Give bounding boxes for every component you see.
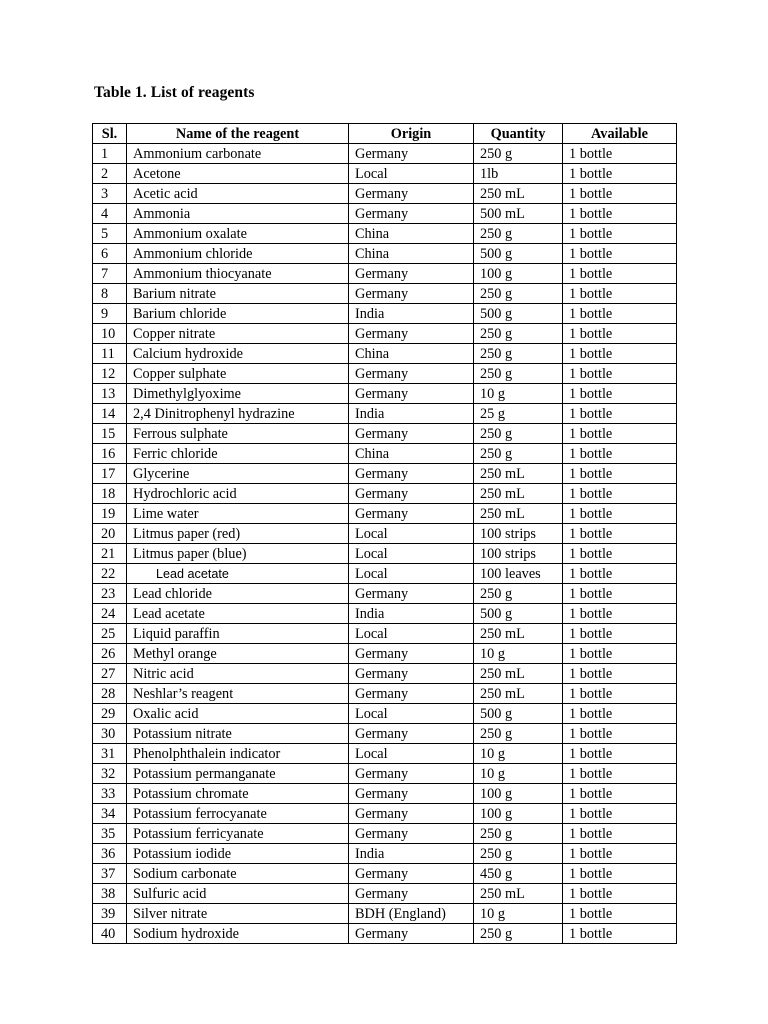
cell-quantity: 250 g bbox=[474, 224, 563, 244]
cell-name: Ammonia bbox=[127, 204, 349, 224]
table-row bbox=[93, 384, 677, 404]
cell-sl: 19 bbox=[93, 504, 127, 524]
cell-available: 1 bottle bbox=[563, 424, 677, 444]
cell-sl: 22 bbox=[93, 564, 127, 584]
cell-quantity: 250 g bbox=[474, 364, 563, 384]
cell-sl: 24 bbox=[93, 604, 127, 624]
cell-sl: 38 bbox=[93, 884, 127, 904]
cell-origin: India bbox=[349, 304, 474, 324]
cell-available: 1 bottle bbox=[563, 444, 677, 464]
cell-available: 1 bottle bbox=[563, 604, 677, 624]
cell-sl: 31 bbox=[93, 744, 127, 764]
cell-sl: 21 bbox=[93, 544, 127, 564]
table-row bbox=[93, 204, 677, 224]
cell-quantity: 100 leaves bbox=[474, 564, 563, 584]
cell-origin: Local bbox=[349, 544, 474, 564]
cell-name: Acetic acid bbox=[127, 184, 349, 204]
cell-origin: India bbox=[349, 604, 474, 624]
cell-quantity: 250 mL bbox=[474, 484, 563, 504]
cell-quantity: 450 g bbox=[474, 864, 563, 884]
cell-sl: 28 bbox=[93, 684, 127, 704]
cell-name: Silver nitrate bbox=[127, 904, 349, 924]
table-row bbox=[93, 664, 677, 684]
table-row bbox=[93, 284, 677, 304]
cell-quantity: 100 g bbox=[474, 784, 563, 804]
table-row bbox=[93, 704, 677, 724]
cell-name: Ammonium thiocyanate bbox=[127, 264, 349, 284]
cell-name: Neshlar’s reagent bbox=[127, 684, 349, 704]
cell-origin: Local bbox=[349, 564, 474, 584]
cell-origin: Germany bbox=[349, 684, 474, 704]
cell-origin: Germany bbox=[349, 144, 474, 164]
cell-sl: 17 bbox=[93, 464, 127, 484]
cell-name: Calcium hydroxide bbox=[127, 344, 349, 364]
table-header-row bbox=[93, 124, 677, 144]
cell-quantity: 10 g bbox=[474, 744, 563, 764]
cell-name: Barium nitrate bbox=[127, 284, 349, 304]
cell-sl: 23 bbox=[93, 584, 127, 604]
cell-name: Oxalic acid bbox=[127, 704, 349, 724]
cell-name: Copper nitrate bbox=[127, 324, 349, 344]
cell-quantity: 100 g bbox=[474, 264, 563, 284]
cell-name: Phenolphthalein indicator bbox=[127, 744, 349, 764]
cell-available: 1 bottle bbox=[563, 364, 677, 384]
cell-sl: 37 bbox=[93, 864, 127, 884]
table-row bbox=[93, 324, 677, 344]
cell-origin: Germany bbox=[349, 724, 474, 744]
cell-available: 1 bottle bbox=[563, 144, 677, 164]
cell-sl: 27 bbox=[93, 664, 127, 684]
cell-name: Lead chloride bbox=[127, 584, 349, 604]
cell-sl: 40 bbox=[93, 924, 127, 944]
table-row bbox=[93, 264, 677, 284]
cell-origin: China bbox=[349, 244, 474, 264]
table-row bbox=[93, 784, 677, 804]
cell-quantity: 500 g bbox=[474, 604, 563, 624]
cell-available: 1 bottle bbox=[563, 384, 677, 404]
cell-origin: Germany bbox=[349, 184, 474, 204]
cell-name: Potassium ferricyanate bbox=[127, 824, 349, 844]
cell-available: 1 bottle bbox=[563, 244, 677, 264]
cell-origin: India bbox=[349, 844, 474, 864]
cell-sl: 3 bbox=[93, 184, 127, 204]
cell-name: Copper sulphate bbox=[127, 364, 349, 384]
table-caption: Table 1. List of reagents bbox=[94, 84, 255, 101]
cell-sl: 18 bbox=[93, 484, 127, 504]
cell-name: Sulfuric acid bbox=[127, 884, 349, 904]
cell-name: Potassium ferrocyanate bbox=[127, 804, 349, 824]
cell-name: Sodium hydroxide bbox=[127, 924, 349, 944]
cell-sl: 36 bbox=[93, 844, 127, 864]
cell-available: 1 bottle bbox=[563, 824, 677, 844]
cell-sl: 12 bbox=[93, 364, 127, 384]
cell-origin: Germany bbox=[349, 484, 474, 504]
cell-quantity: 100 strips bbox=[474, 544, 563, 564]
cell-sl: 34 bbox=[93, 804, 127, 824]
cell-name: Hydrochloric acid bbox=[127, 484, 349, 504]
cell-name: Acetone bbox=[127, 164, 349, 184]
reagents-table bbox=[92, 123, 677, 944]
cell-available: 1 bottle bbox=[563, 844, 677, 864]
cell-sl: 4 bbox=[93, 204, 127, 224]
cell-available: 1 bottle bbox=[563, 724, 677, 744]
cell-origin: China bbox=[349, 224, 474, 244]
table-row bbox=[93, 424, 677, 444]
cell-name: Ammonium carbonate bbox=[127, 144, 349, 164]
cell-origin: Germany bbox=[349, 204, 474, 224]
cell-quantity: 250 g bbox=[474, 844, 563, 864]
cell-quantity: 250 mL bbox=[474, 684, 563, 704]
table-row bbox=[93, 904, 677, 924]
cell-name: Ammonium oxalate bbox=[127, 224, 349, 244]
cell-sl: 5 bbox=[93, 224, 127, 244]
cell-origin: Germany bbox=[349, 584, 474, 604]
cell-available: 1 bottle bbox=[563, 504, 677, 524]
table-row bbox=[93, 824, 677, 844]
cell-available: 1 bottle bbox=[563, 404, 677, 424]
table-row bbox=[93, 544, 677, 564]
cell-origin: Germany bbox=[349, 264, 474, 284]
cell-quantity: 10 g bbox=[474, 764, 563, 784]
cell-sl: 13 bbox=[93, 384, 127, 404]
table-row bbox=[93, 304, 677, 324]
cell-origin: China bbox=[349, 444, 474, 464]
table-row bbox=[93, 884, 677, 904]
cell-name: Potassium nitrate bbox=[127, 724, 349, 744]
table-row bbox=[93, 464, 677, 484]
cell-available: 1 bottle bbox=[563, 484, 677, 504]
cell-quantity: 250 g bbox=[474, 444, 563, 464]
table-row bbox=[93, 624, 677, 644]
cell-name: Sodium carbonate bbox=[127, 864, 349, 884]
column-header-name: Name of the reagent bbox=[127, 124, 349, 144]
table-row bbox=[93, 684, 677, 704]
cell-origin: Germany bbox=[349, 804, 474, 824]
cell-sl: 14 bbox=[93, 404, 127, 424]
cell-quantity: 250 g bbox=[474, 824, 563, 844]
cell-origin: China bbox=[349, 344, 474, 364]
table-row bbox=[93, 524, 677, 544]
cell-sl: 35 bbox=[93, 824, 127, 844]
cell-name: Nitric acid bbox=[127, 664, 349, 684]
cell-origin: Germany bbox=[349, 924, 474, 944]
cell-name: Ammonium chloride bbox=[127, 244, 349, 264]
table-row bbox=[93, 344, 677, 364]
cell-name: 2,4 Dinitrophenyl hydrazine bbox=[127, 404, 349, 424]
cell-name: Litmus paper (red) bbox=[127, 524, 349, 544]
table-row bbox=[93, 724, 677, 744]
table-row bbox=[93, 744, 677, 764]
table-row bbox=[93, 244, 677, 264]
cell-sl: 39 bbox=[93, 904, 127, 924]
cell-quantity: 500 g bbox=[474, 244, 563, 264]
table-row bbox=[93, 504, 677, 524]
cell-sl: 20 bbox=[93, 524, 127, 544]
cell-name: Lead acetate bbox=[127, 604, 349, 624]
cell-origin: Germany bbox=[349, 364, 474, 384]
cell-quantity: 250 mL bbox=[474, 464, 563, 484]
table-row bbox=[93, 404, 677, 424]
column-header-available: Available bbox=[563, 124, 677, 144]
cell-quantity: 250 g bbox=[474, 144, 563, 164]
cell-origin: Germany bbox=[349, 764, 474, 784]
cell-sl: 1 bbox=[93, 144, 127, 164]
cell-quantity: 250 g bbox=[474, 324, 563, 344]
cell-quantity: 10 g bbox=[474, 644, 563, 664]
cell-quantity: 250 mL bbox=[474, 664, 563, 684]
column-header-origin: Origin bbox=[349, 124, 474, 144]
cell-name: Potassium permanganate bbox=[127, 764, 349, 784]
cell-name: Methyl orange bbox=[127, 644, 349, 664]
cell-available: 1 bottle bbox=[563, 204, 677, 224]
cell-name: Lead acetate bbox=[127, 564, 349, 584]
cell-available: 1 bottle bbox=[563, 744, 677, 764]
cell-name: Potassium chromate bbox=[127, 784, 349, 804]
cell-name: Barium chloride bbox=[127, 304, 349, 324]
cell-name: Ferric chloride bbox=[127, 444, 349, 464]
cell-quantity: 250 g bbox=[474, 424, 563, 444]
cell-available: 1 bottle bbox=[563, 904, 677, 924]
cell-name: Litmus paper (blue) bbox=[127, 544, 349, 564]
cell-quantity: 1lb bbox=[474, 164, 563, 184]
table-row bbox=[93, 184, 677, 204]
table-row bbox=[93, 484, 677, 504]
table-row bbox=[93, 224, 677, 244]
cell-available: 1 bottle bbox=[563, 644, 677, 664]
cell-origin: Germany bbox=[349, 884, 474, 904]
table-row bbox=[93, 164, 677, 184]
cell-sl: 29 bbox=[93, 704, 127, 724]
table-row bbox=[93, 844, 677, 864]
cell-name: Glycerine bbox=[127, 464, 349, 484]
table-row bbox=[93, 364, 677, 384]
cell-quantity: 250 mL bbox=[474, 884, 563, 904]
column-header-quantity: Quantity bbox=[474, 124, 563, 144]
cell-sl: 30 bbox=[93, 724, 127, 744]
cell-quantity: 250 mL bbox=[474, 624, 563, 644]
cell-quantity: 500 mL bbox=[474, 204, 563, 224]
cell-sl: 25 bbox=[93, 624, 127, 644]
cell-origin: Germany bbox=[349, 664, 474, 684]
cell-quantity: 10 g bbox=[474, 904, 563, 924]
cell-name: Ferrous sulphate bbox=[127, 424, 349, 444]
cell-origin: Local bbox=[349, 744, 474, 764]
cell-origin: Local bbox=[349, 524, 474, 544]
cell-name: Liquid paraffin bbox=[127, 624, 349, 644]
table-row bbox=[93, 764, 677, 784]
cell-origin: BDH (England) bbox=[349, 904, 474, 924]
table-row bbox=[93, 864, 677, 884]
cell-origin: Germany bbox=[349, 384, 474, 404]
cell-available: 1 bottle bbox=[563, 864, 677, 884]
cell-name: Dimethylglyoxime bbox=[127, 384, 349, 404]
cell-origin: Local bbox=[349, 624, 474, 644]
cell-available: 1 bottle bbox=[563, 624, 677, 644]
cell-origin: India bbox=[349, 404, 474, 424]
cell-available: 1 bottle bbox=[563, 524, 677, 544]
cell-available: 1 bottle bbox=[563, 184, 677, 204]
cell-quantity: 250 g bbox=[474, 924, 563, 944]
cell-origin: Germany bbox=[349, 424, 474, 444]
cell-available: 1 bottle bbox=[563, 164, 677, 184]
cell-sl: 2 bbox=[93, 164, 127, 184]
cell-quantity: 100 g bbox=[474, 804, 563, 824]
cell-sl: 15 bbox=[93, 424, 127, 444]
cell-sl: 8 bbox=[93, 284, 127, 304]
cell-quantity: 500 g bbox=[474, 704, 563, 724]
cell-available: 1 bottle bbox=[563, 544, 677, 564]
cell-quantity: 500 g bbox=[474, 304, 563, 324]
cell-origin: Local bbox=[349, 164, 474, 184]
cell-quantity: 10 g bbox=[474, 384, 563, 404]
cell-name: Potassium iodide bbox=[127, 844, 349, 864]
cell-origin: Germany bbox=[349, 504, 474, 524]
cell-sl: 33 bbox=[93, 784, 127, 804]
cell-quantity: 250 g bbox=[474, 584, 563, 604]
table-row bbox=[93, 444, 677, 464]
cell-sl: 6 bbox=[93, 244, 127, 264]
cell-sl: 11 bbox=[93, 344, 127, 364]
cell-sl: 7 bbox=[93, 264, 127, 284]
table-row bbox=[93, 924, 677, 944]
cell-available: 1 bottle bbox=[563, 784, 677, 804]
cell-available: 1 bottle bbox=[563, 264, 677, 284]
table-body bbox=[93, 144, 677, 944]
cell-available: 1 bottle bbox=[563, 464, 677, 484]
table-row bbox=[93, 604, 677, 624]
cell-origin: Germany bbox=[349, 644, 474, 664]
cell-quantity: 250 g bbox=[474, 284, 563, 304]
cell-quantity: 100 strips bbox=[474, 524, 563, 544]
cell-sl: 26 bbox=[93, 644, 127, 664]
cell-available: 1 bottle bbox=[563, 284, 677, 304]
cell-available: 1 bottle bbox=[563, 924, 677, 944]
cell-available: 1 bottle bbox=[563, 704, 677, 724]
cell-origin: Germany bbox=[349, 464, 474, 484]
cell-name: Lime water bbox=[127, 504, 349, 524]
cell-quantity: 250 g bbox=[474, 724, 563, 744]
cell-quantity: 250 mL bbox=[474, 184, 563, 204]
cell-available: 1 bottle bbox=[563, 324, 677, 344]
table-row bbox=[93, 804, 677, 824]
cell-origin: Local bbox=[349, 704, 474, 724]
cell-available: 1 bottle bbox=[563, 804, 677, 824]
table-row bbox=[93, 584, 677, 604]
cell-available: 1 bottle bbox=[563, 584, 677, 604]
cell-origin: Germany bbox=[349, 324, 474, 344]
cell-available: 1 bottle bbox=[563, 564, 677, 584]
table-row bbox=[93, 564, 677, 584]
cell-quantity: 250 mL bbox=[474, 504, 563, 524]
cell-sl: 16 bbox=[93, 444, 127, 464]
cell-quantity: 25 g bbox=[474, 404, 563, 424]
cell-available: 1 bottle bbox=[563, 344, 677, 364]
cell-available: 1 bottle bbox=[563, 684, 677, 704]
cell-sl: 10 bbox=[93, 324, 127, 344]
cell-available: 1 bottle bbox=[563, 664, 677, 684]
cell-available: 1 bottle bbox=[563, 884, 677, 904]
column-header-sl: Sl. bbox=[93, 124, 127, 144]
table-row bbox=[93, 644, 677, 664]
cell-origin: Germany bbox=[349, 864, 474, 884]
cell-available: 1 bottle bbox=[563, 764, 677, 784]
table-row bbox=[93, 144, 677, 164]
cell-origin: Germany bbox=[349, 784, 474, 804]
cell-available: 1 bottle bbox=[563, 224, 677, 244]
cell-sl: 32 bbox=[93, 764, 127, 784]
cell-quantity: 250 g bbox=[474, 344, 563, 364]
cell-available: 1 bottle bbox=[563, 304, 677, 324]
cell-origin: Germany bbox=[349, 824, 474, 844]
cell-origin: Germany bbox=[349, 284, 474, 304]
cell-sl: 9 bbox=[93, 304, 127, 324]
